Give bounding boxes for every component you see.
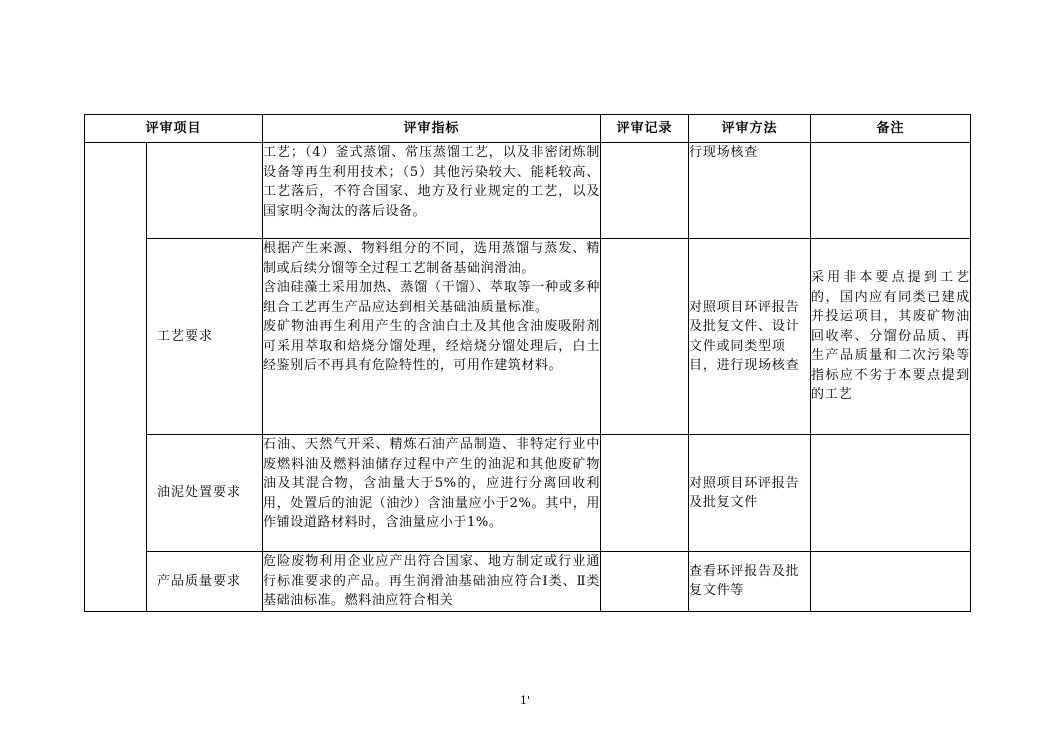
indicator-cell (263, 143, 601, 239)
table-row (85, 239, 971, 435)
sub-item-cell: 产品质量要求 (147, 552, 263, 612)
header-remark: 备注 (811, 115, 971, 143)
indicator-cell (263, 435, 601, 552)
table-row (85, 435, 971, 552)
method-cell: 对照项目环评报告及批复文件 (689, 435, 811, 552)
remark-cell: 采用非本要点提到工艺的，国内应有同类已建成并投运项目，其废矿物油回收率、分馏份品质、再生产品质量和二次污染等指标应不劣于本要点提到的工艺 (811, 239, 971, 435)
method-cell: 对照项目环评报告及批复文件、设计文件或同类型项目，进行现场核查 (689, 239, 811, 435)
header-item: 评审项目 (85, 115, 263, 143)
indicator-paragraph: 含油硅藻土采用加热、蒸馏（干馏）、萃取等一种或多种组合工艺再生产品应达到相关基础油质量标准。 (263, 280, 601, 315)
table-row (85, 552, 971, 612)
indicator-paragraph: 根据产生来源、物料组分的不同，选用蒸馏与蒸发、精制或后续分馏等全过程工艺制备基础润滑油。 (263, 241, 601, 276)
page-number: 1' (520, 694, 531, 707)
record-cell (601, 435, 689, 552)
indicator-paragraph: 石油、天然气开采、精炼石油产品制造、非特定行业中废燃料油及燃料油储存过程中产生的油泥和其他废矿物油及其混合物，含油量大于5%的，应进行分离回收利用，处置后的油泥（油沙）含油量应小于2%。其中，用作铺设道路材料时，含油量应小于1%。 (263, 437, 601, 530)
main-item-cell (85, 143, 147, 612)
remark-cell (811, 143, 971, 239)
indicator-paragraph: 工艺；（4）釜式蒸馏、常压蒸馏工艺，以及非密闭炼制设备等再生利用技术；（5）其他污染较大、能耗较高、工艺落后，不符合国家、地方及行业规定的工艺，以及国家明令淘汰的落后设备。 (263, 145, 601, 219)
indicator-paragraph: 危险废物利用企业应产出符合国家、地方制定或行业通行标准要求的产品。再生润滑油基础油应符合Ⅰ类、Ⅱ类基础油标准。燃料油应符合相关 (263, 554, 601, 608)
remark-cell (811, 552, 971, 612)
sub-item-cell: 油泥处置要求 (147, 435, 263, 552)
method-cell: 行现场核查 (689, 143, 811, 239)
record-cell (601, 143, 689, 239)
method-cell: 查看环评报告及批复文件等 (689, 552, 811, 612)
record-cell (601, 552, 689, 612)
header-method: 评审方法 (689, 115, 811, 143)
header-indicator: 评审指标 (263, 115, 601, 143)
indicator-paragraph: 废矿物油再生利用产生的含油白土及其他含油废吸附剂可采用萃取和焙烧分馏处理，经焙烧分馏处理后，白土经鉴别后不再具有危险特性的，可用作建筑材料。 (263, 319, 601, 373)
sub-item-cell (147, 143, 263, 239)
table-row (85, 143, 971, 239)
record-cell (601, 239, 689, 435)
header-row (85, 115, 971, 143)
remark-cell (811, 435, 971, 552)
indicator-cell (263, 239, 601, 435)
indicator-cell (263, 552, 601, 612)
header-record: 评审记录 (601, 115, 689, 143)
review-table (84, 114, 971, 612)
sub-item-cell: 工艺要求 (147, 239, 263, 435)
